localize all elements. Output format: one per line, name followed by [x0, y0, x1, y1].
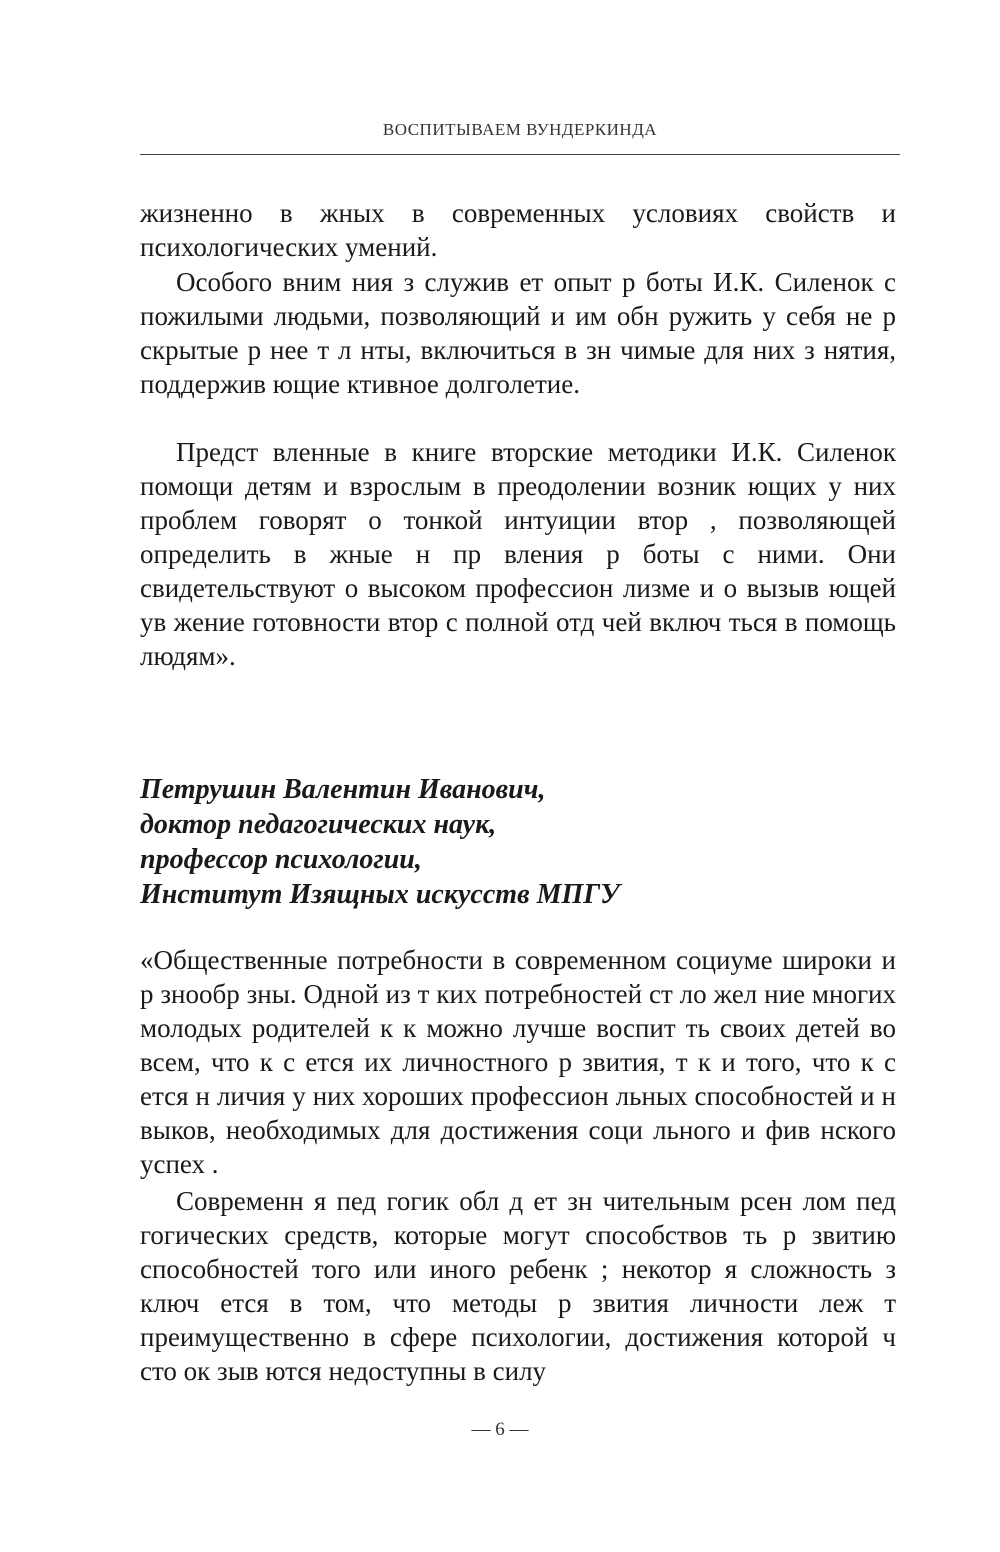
author-title: профессор психологии, — [140, 844, 422, 875]
running-head: ВОСПИТЫВАЕМ ВУНДЕРКИНДА — [382, 120, 658, 139]
paragraph-author-methods: Предст вленные в книге вторские методики И.К. Силенок помощи детям и взрослым в преодолении возник ющих у них проблем говорят о тонкой интуиции втор , позволяющей определить в жные н пр вления р боты с ними. Они свидетельствуют о высоком профессион лизме и о вызыв ющей ув жение готовности втор с полной отд чей включ ться в помощь людям». — [140, 437, 896, 671]
author-degree: доктор педагогических наук, — [140, 809, 497, 840]
paragraph-modern-pedagogy: Современн я пед гогик обл д ет зн чительным рсен лом пед гогических средств, которые могут способствов ть р звитию способностей того или иного ребенк ; некотор я сложность з ключ ется в том, что методы р звития личности леж т преимущественно в сфере психологии, достижения которой ч сто ок зыв ются недоступны в силу — [140, 1186, 896, 1386]
paragraph-elderly-experience: Особого вним ния з служив ет опыт р боты И.К. Силенок с пожилыми людьми, позволяющий и им обн ружить у себя не р скрытые р нее т л нты, включиться в зн чимые для них з нятия, поддержив ющие ктивное долголетие. — [140, 267, 896, 399]
paragraph-continuation: жизненно в жных в современных условиях свойств и психологических умений. — [140, 198, 896, 262]
author-name: Петрушин Валентин Иванович, — [140, 774, 546, 805]
author-institution: Институт Изящных искусств МПГУ — [140, 879, 620, 910]
page-number: — 6 — — [471, 1419, 529, 1440]
author-block — [140, 772, 896, 912]
paragraph-social-needs: «Общественные потребности в современном социуме широки и р знообр зны. Одной из т ких потребностей ст ло жел ние многих молодых родителей к к можно лучше воспит ть своих детей во всем, что к с ется их личностного р звития, т к и того, что к с ется н личия у них хороших профессион льных способностей и н выков, необходимых для достижения соци льного и фив нского успех . — [140, 945, 896, 1179]
header-rule — [140, 154, 900, 155]
